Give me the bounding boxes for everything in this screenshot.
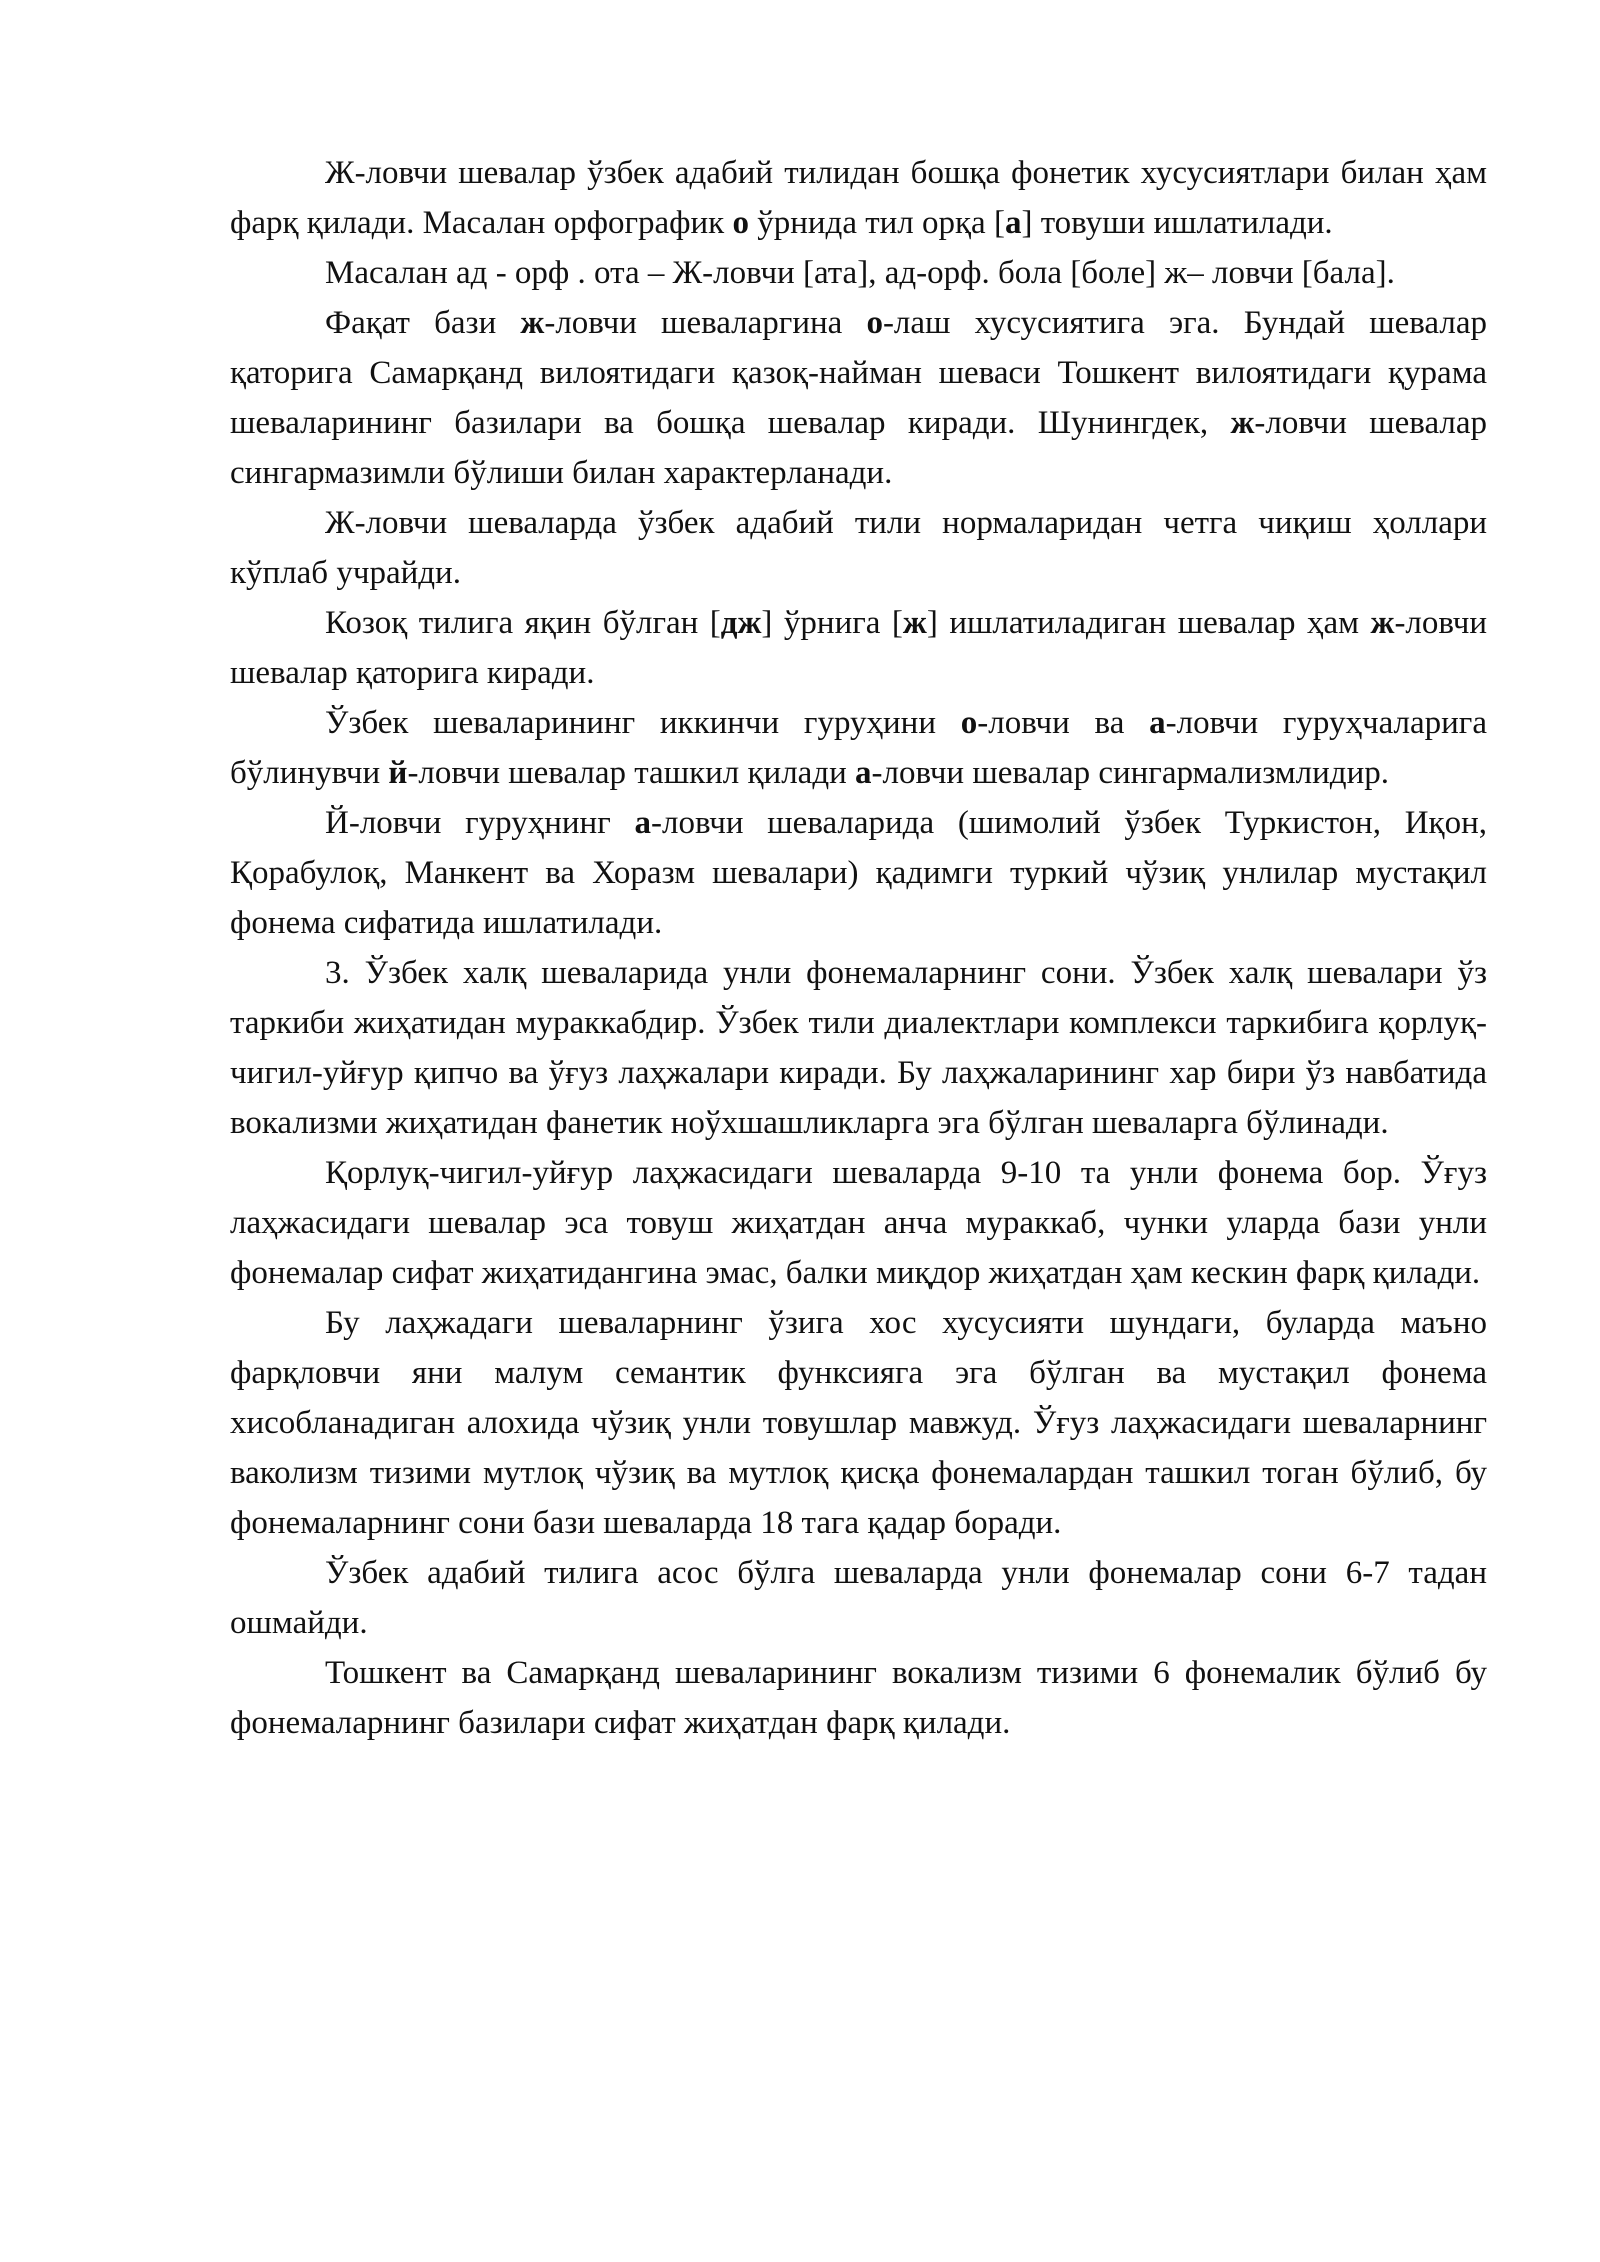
paragraph-10: Бу лаҳжадаги шеваларнинг ўзига хос хусусияти шундаги, буларда маъно фарқловчи яни малум семантик функсияга эга бўлган ва мустақил фонема хисобланадиган алохида чўзиқ унли товушлар мавжуд. Ўғуз лаҳжасидаги шеваларнинг ваколизм тизими мутлоқ чўзиқ ва мутлоқ қисқа фонемалардан ташкил тоган бўлиб, бу фонемаларнинг сони бази шеваларда 18 тага қадар боради. — [230, 1305, 1487, 1541]
paragraph-9: Қорлуқ-чигил-уйғур лаҳжасидаги шеваларда 9-10 та унли фонема бор. Ўғуз лаҳжасидаги шевалар эса товуш жиҳатдан анча мураккаб, чунки уларда бази унли фонемалар сифат жиҳатидангина эмас, балки миқдор жиҳатдан ҳам кескин фарқ қилади. — [230, 1155, 1487, 1291]
paragraph-4: Ж-ловчи шеваларда ўзбек адабий тили нормаларидан четга чиқиш ҳоллари кўплаб учрайди. — [230, 505, 1487, 591]
paragraph-6: Ўзбек шеваларининг иккинчи гуруҳини о-ловчи ва а-ловчи гуруҳчаларига бўлинувчи й-ловчи шевалар ташкил қилади а-ловчи шевалар сингармализмлидир. — [230, 705, 1487, 791]
paragraph-8: 3. Ўзбек халқ шеваларида унли фонемаларнинг сони. Ўзбек халқ шевалари ўз таркиби жиҳатидан мураккабдир. Ўзбек тили диалектлари комплекси таркибига қорлуқ-чигил-уйғур қипчо ва ўғуз лаҳжалари киради. Бу лаҳжаларининг хар бири ўз навбатида вокализми жиҳатидан фанетик ноўхшашликларга эга бўлган шеваларга бўлинади. — [230, 955, 1487, 1141]
paragraph-5: Козоқ тилига яқин бўлган [дж] ўрнига [ж] ишлатиладиган шевалар ҳам ж-ловчи шевалар қаторига киради. — [230, 605, 1487, 691]
paragraph-2: Масалан ад - орф . ота – Ж-ловчи [ата], ад-орф. бола [боле] ж– ловчи [бала]. — [325, 255, 1395, 291]
paragraph-11: Ўзбек адабий тилига асос бўлга шеваларда унли фонемалар сони 6-7 тадан ошмайди. — [230, 1555, 1487, 1641]
paragraph-1: Ж-ловчи шевалар ўзбек адабий тилидан бошқа фонетик хусусиятлари билан ҳам фарқ қилади. Масалан орфографик о ўрнида тил орқа [а] товуши ишлатилади. — [230, 155, 1487, 241]
paragraph-7: Й-ловчи гуруҳнинг а-ловчи шеваларида (шимолий ўзбек Туркистон, Иқон, Қорабулоқ, Манкент ва Хоразм шевалари) қадимги туркий чўзиқ унлилар мустақил фонема сифатида ишлатилади. — [230, 805, 1487, 941]
paragraph-12: Тошкент ва Самарқанд шеваларининг вокализм тизими 6 фонемалик бўлиб бу фонемаларнинг базилари сифат жиҳатдан фарқ қилади. — [230, 1655, 1487, 1741]
paragraph-3: Фақат бази ж-ловчи шеваларгина о-лаш хусусиятига эга. Бундай шевалар қаторига Самарқанд вилоятидаги қазоқ-найман шеваси Тошкент вилоятидаги қурама шеваларининг базилари ва бошқа шевалар киради. Шунингдек, ж-ловчи шевалар сингармазимли бўлиши билан характерланади. — [230, 305, 1487, 491]
document-page — [230, 148, 1487, 1748]
